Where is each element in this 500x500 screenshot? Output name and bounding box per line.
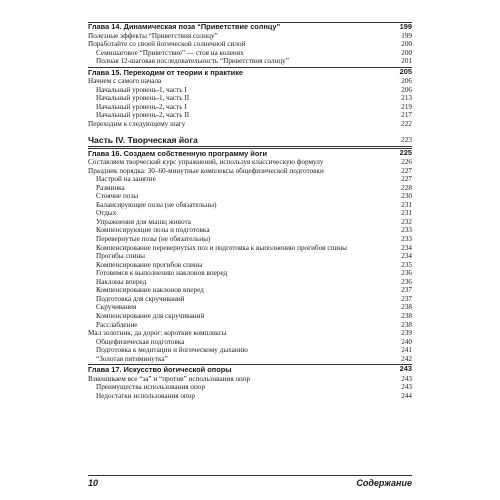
toc-entry [88,167,412,176]
toc-page-number: 206 [401,77,412,86]
toc-page-number: 219 [401,102,412,111]
toc-entry [88,32,412,41]
footer-rule [88,475,412,476]
toc-page-number: 237 [401,294,412,303]
toc-entry-title: Начальный уровень-1, часть II [96,94,190,103]
toc-entry-title: Начальный уровень-2, часть II [96,111,190,120]
toc-entry-title: Преимущества использования опор [96,383,206,392]
toc-page-number: 238 [401,320,412,329]
toc-entry [88,120,412,129]
toc-entry-title: Подготовка для скручиваний [96,294,185,303]
toc-entry [88,94,412,103]
toc-page-number: 240 [401,337,412,346]
toc-entry-title: Настрой на занятие [96,175,156,184]
toc-entry-title: Разминка [96,183,125,192]
toc-entry-title: Составляем творческий курс упражнений, используя классическую формулу [88,158,324,167]
toc-entry [88,286,412,295]
toc-entry-title: Расслабление [96,320,138,329]
toc-entry [88,392,412,401]
toc-page-number: 232 [401,217,412,226]
toc-entry-title: Переходим к следующему шагу [88,120,186,129]
toc-entry-title: Балансирующие позы (не обязательны) [96,200,217,209]
toc-entry [88,355,412,364]
toc-entry [88,269,412,278]
toc-entry [88,175,412,184]
toc-entry [88,226,412,235]
toc-chapter-heading [88,148,412,159]
toc-entry [88,86,412,95]
toc-entry [88,235,412,244]
toc-entry-title: Компенсирование для скручиваний [96,311,205,320]
toc-page-number: 234 [401,243,412,252]
toc-page-number: 238 [401,311,412,320]
toc-chapter-heading [88,22,412,32]
toc-entry-title: Недостатки использования опор [96,391,195,400]
toc-entry [88,295,412,304]
toc-entry [88,77,412,86]
toc-page-number: 237 [401,286,412,295]
toc-entry-title: Поработайте со своей йогической солнечной силой [88,40,246,49]
toc-page-number: 236 [401,269,412,278]
toc-page-number: 200 [401,40,412,49]
toc-entry-title: Начальный уровень-1, часть I [96,85,187,94]
toc-entry-title: Компенсирование прогибов спины [96,260,203,269]
toc-entry-title: Упражнения для мышц живота [96,217,191,226]
toc-entry [88,244,412,253]
toc-chapter-heading [88,67,412,78]
toc-entry [88,111,412,120]
toc-entry [88,278,412,287]
toc-page-number: 223 [401,135,412,144]
toc-entry-title: Начнем с самого начала [88,77,162,86]
toc-entry [88,252,412,261]
toc-page-number: 236 [401,277,412,286]
toc-entry-title: Глава 17. Искусство йогической опоры [88,365,232,375]
toc-entry [88,303,412,312]
toc-entry-title: Наклоны вперед [96,277,147,286]
toc-entry-title: Перевернутые позы (не обязательны) [96,235,211,244]
toc-entry-title: Подготовка к медитации и йогическому дыханию [96,346,248,355]
toc-entry [88,40,412,49]
toc-page-number: 238 [401,303,412,312]
toc-entry-title: Часть IV. Творческая йога [88,134,198,145]
toc-entry-title: Компенсирование перевернутых поз и подготовка к выполнению прогибов спины [96,243,347,252]
toc-entry [88,261,412,270]
toc-entry-title: Глава 14. Динамическая поза “Приветствие солнцу” [88,22,281,31]
toc-entry [88,383,412,392]
toc-part-heading [88,135,412,147]
toc-page-number: 233 [401,226,412,235]
toc-entry [88,184,412,193]
toc-entry-title: Семишаговое “Приветствие” — стоя на коленях [96,48,244,57]
toc-page-number: 243 [401,374,412,383]
toc-entry-title: Общефизическая подготовка [96,337,185,346]
toc-entry-title: Глава 15. Переходим от теории к практике [88,67,244,77]
toc-entry-title: Взвешиваем все “за” и “против” использования опор [88,374,251,383]
toc-page-number: 244 [401,391,412,400]
toc-entry-title: Полезные эффекты “Приветствия солнцу” [88,31,218,40]
toc-page-number: 231 [401,209,412,218]
toc-page-number: 235 [401,260,412,269]
toc-page-number: 243 [401,383,412,392]
toc-page-number: 225 [399,147,412,157]
toc-chapter-heading [88,364,412,375]
toc-entry [88,329,412,338]
toc-page-number: 201 [401,57,412,66]
toc-entry-title: Начальный уровень-2, часть I [96,102,187,111]
toc-page-number: 243 [399,364,412,374]
toc-page-number: 213 [401,94,412,103]
toc-entry-title: Праздник порядка: 30–60-минутные комплексы общефизической подготовки [88,166,324,175]
toc-entry [88,346,412,355]
toc-entry [88,321,412,330]
toc-entry [88,375,412,384]
toc-page-number: 242 [401,354,412,363]
toc-entry-title: Компенсирующие позы и подготовка [96,226,210,235]
footer-page-number: 10 [88,478,99,488]
toc-entry-title: Мал золотник, да дорог: короткие комплексы [88,329,227,338]
toc-page-number: 234 [401,252,412,261]
toc-entry [88,49,412,58]
toc-entry [88,218,412,227]
toc-entry [88,201,412,210]
toc-page-number: 227 [401,175,412,184]
toc-entry-title: Полная 12-шаговая последовательность “Приветствия солнцу” [96,57,289,66]
toc-entry [88,57,412,66]
toc-entry-title: “Золотая пятиминутка” [96,354,168,363]
toc-entry-title: Скручивания [96,303,137,312]
toc-page-number: 199 [399,22,412,31]
toc-page-number: 199 [401,31,412,40]
toc-entry [88,209,412,218]
footer-section-title: Содержание [356,478,412,488]
toc-page-number: 200 [401,48,412,57]
table-of-contents [88,22,412,400]
toc-entry-title: Глава 16. Создаем собственную программу йоги [88,148,267,158]
toc-entry-title: Готовимся к выполнению наклонов вперед [96,269,228,278]
toc-page-number: 226 [401,158,412,167]
toc-entry-title: Компенсирование наклонов вперед [96,286,204,295]
toc-page-number: 241 [401,346,412,355]
toc-page-number: 233 [401,235,412,244]
toc-page-number: 239 [401,329,412,338]
toc-page-number: 231 [401,200,412,209]
toc-page-number: 228 [401,183,412,192]
toc-entry-title: Стоячие позы [96,192,139,201]
toc-page-number: 217 [401,111,412,120]
toc-page-number: 205 [399,66,412,76]
toc-page-number: 227 [401,166,412,175]
toc-entry-title: Отдых [96,209,117,218]
toc-entry [88,192,412,201]
toc-page-number: 206 [401,85,412,94]
toc-entry [88,312,412,321]
toc-entry [88,158,412,167]
toc-page-number: 230 [401,192,412,201]
toc-entry-title: Прогибы спины [96,252,146,261]
toc-entry [88,103,412,112]
toc-page-number: 222 [401,120,412,129]
toc-entry [88,338,412,347]
